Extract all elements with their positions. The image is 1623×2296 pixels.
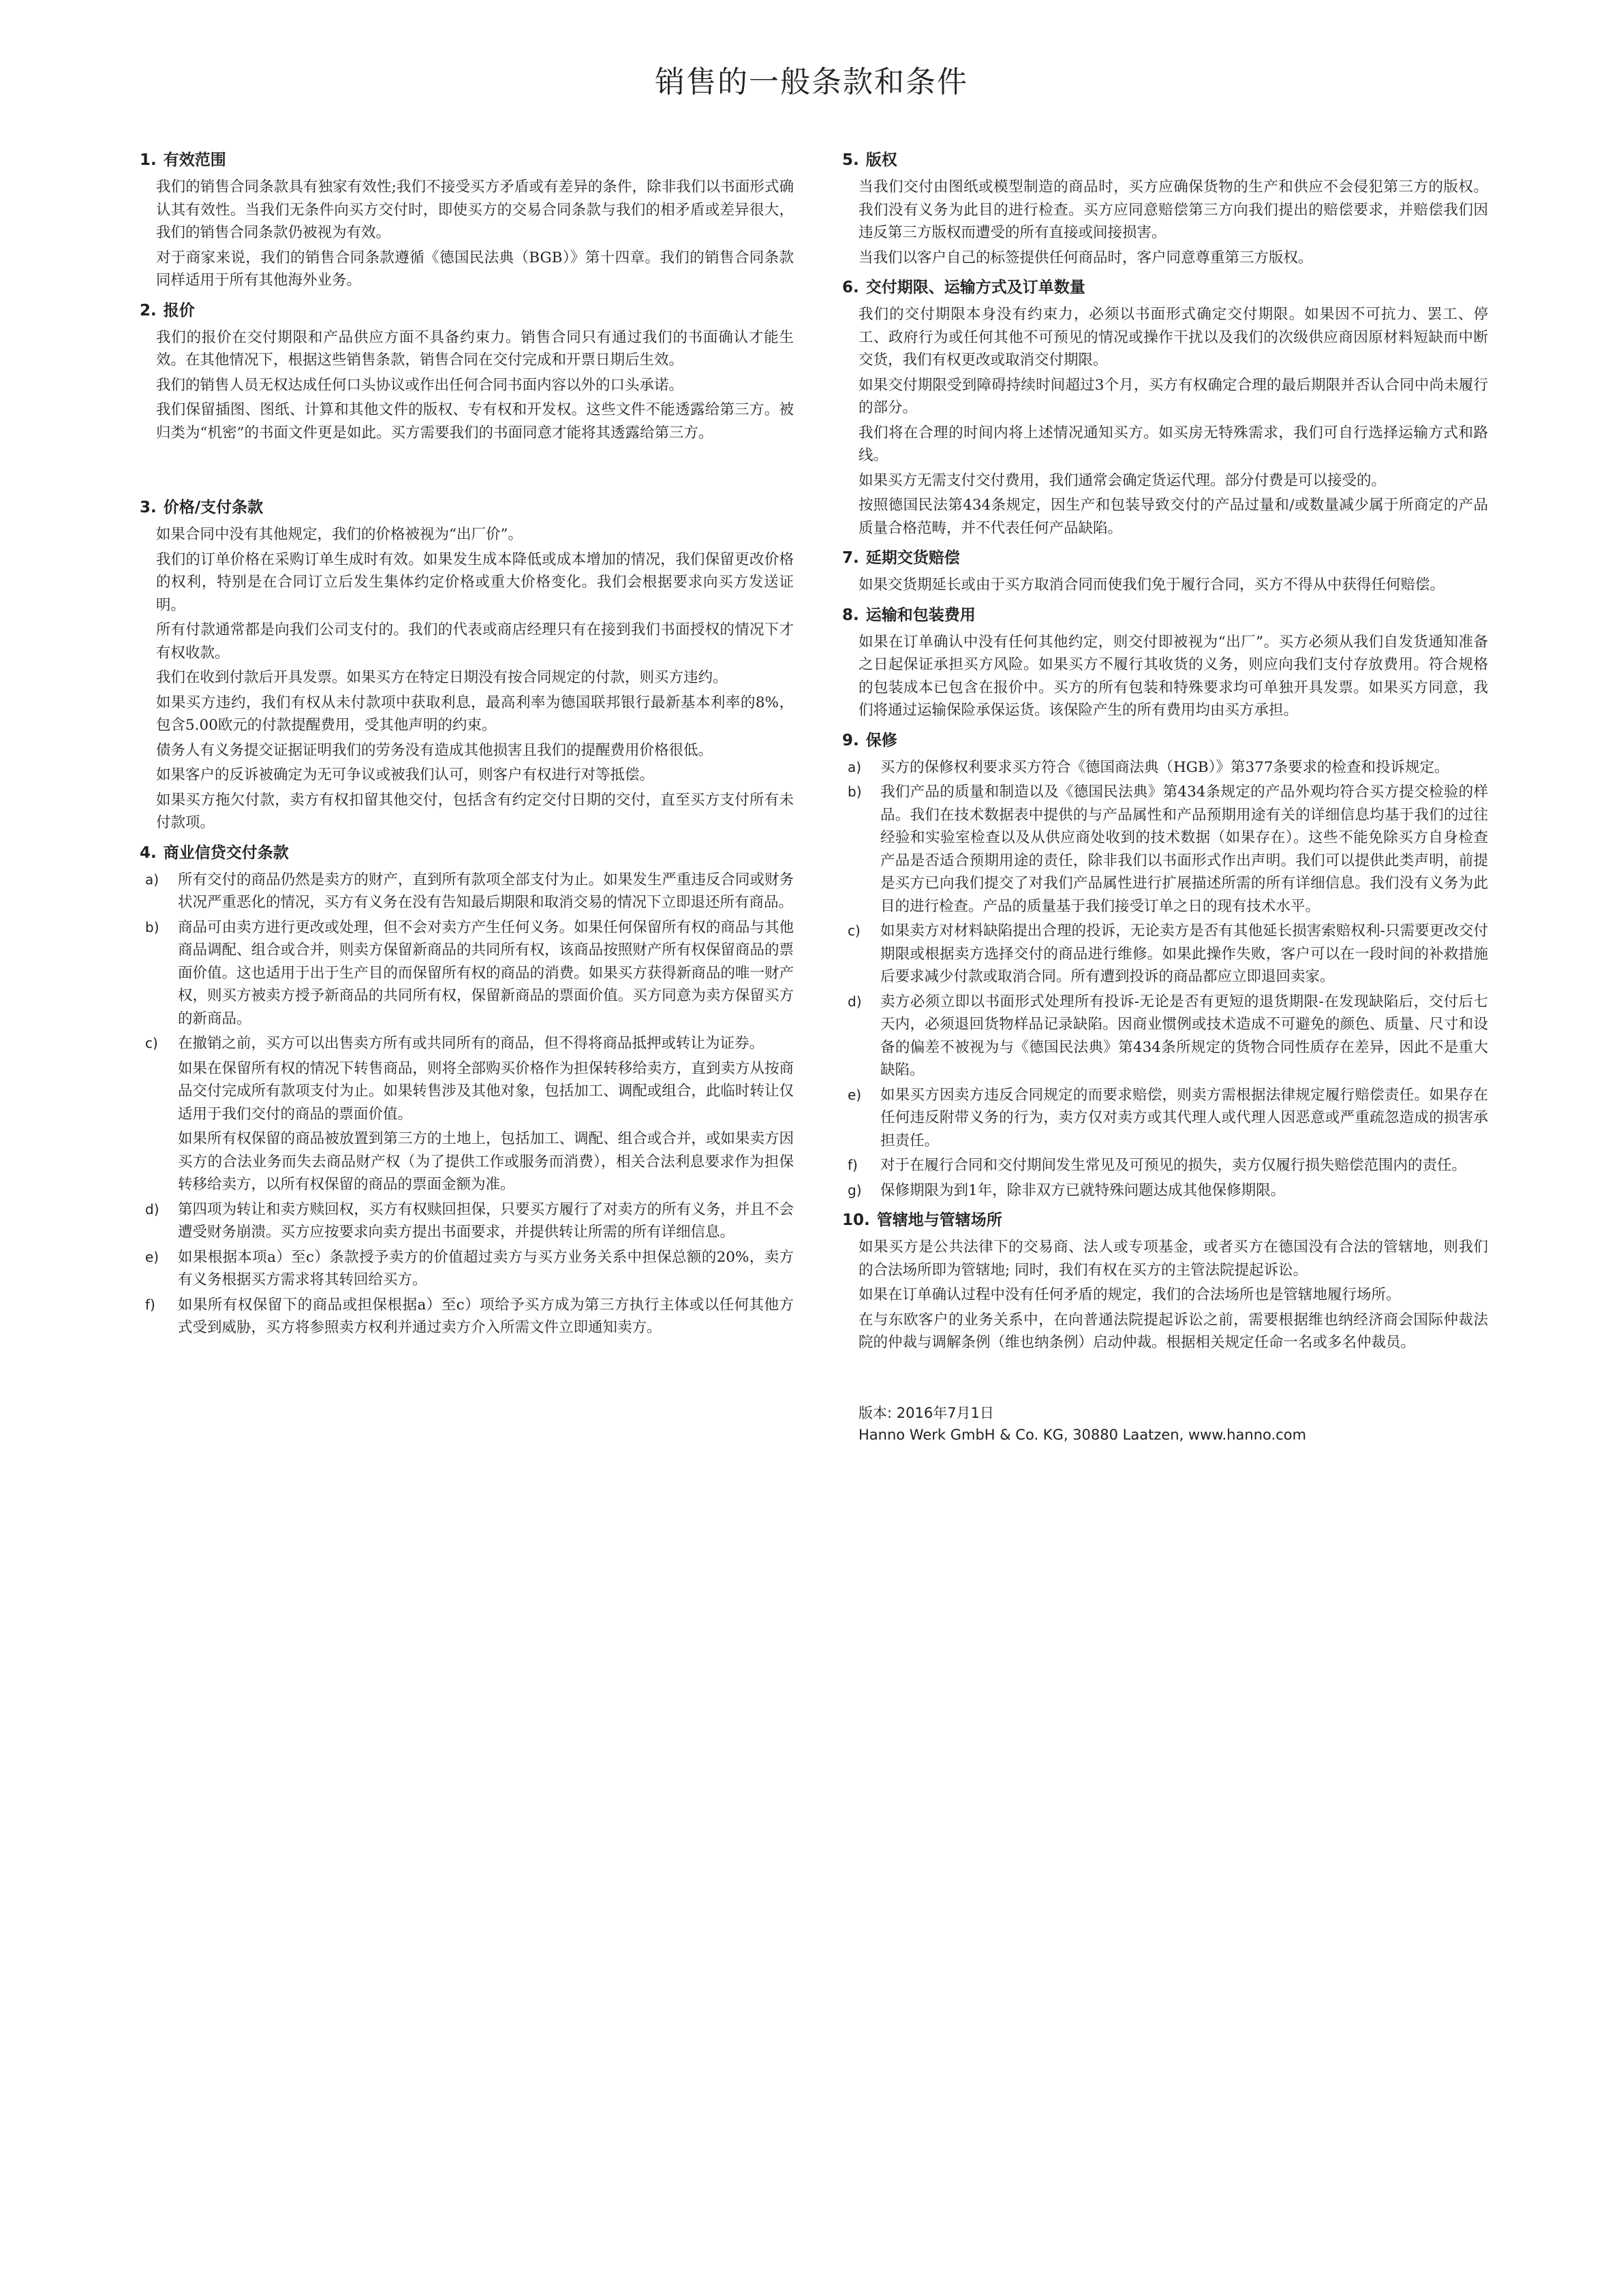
section-heading [140, 841, 794, 865]
section-number: 9. [842, 731, 859, 749]
item-marker: d) [848, 993, 862, 1010]
section-heading [842, 1209, 1488, 1232]
paragraph: 我们的订单价格在采购订单生成时有效。如果发生成本降低或成本增加的情况，我们保留更改价格的权利，特别是在合同订立后发生集体约定价格或重大价格变化。我们会根据要求向买方发送证明。 [156, 550, 794, 614]
section-number: 2. [140, 301, 157, 320]
paragraph: 债务人有义务提交证据证明我们的劳务没有造成其他损害且我们的提醒费用价格很低。 [156, 741, 713, 759]
section-title: 有效范围 [163, 151, 226, 169]
list-item [848, 1179, 1488, 1203]
paragraph: 对于在履行合同和交付期间发生常见及可预见的损失，卖方仅履行损失赔偿范围内的责任。 [880, 1157, 1467, 1174]
paragraph: 所有交付的商品仍然是卖方的财产，直到所有款项全部支付为止。如果发生严重违反合同或财务状况严重恶化的情况，买方有义务在没有告知最后期限和取消交易的情况下立即退还所有商品。 [178, 871, 794, 911]
section-number: 4. [140, 843, 157, 862]
paragraph: 我们将在合理的时间内将上述情况通知买方。如买房无特殊需求，我们可自行选择运输方式和路线。 [859, 424, 1488, 464]
paragraph: 如果买方因卖方违反合同规定的而要求赔偿，则卖方需根据法律规定履行赔偿责任。如果存在任何违反附带义务的行为，卖方仅对卖方或其代理人或代理人因恶意或严重疏忽造成的损害承担责任。 [880, 1086, 1488, 1149]
section-title: 保修 [865, 731, 897, 749]
list-item [145, 916, 794, 1031]
document-title: 销售的一般条款和条件 [655, 65, 968, 99]
paragraph: 在撤销之前，买方可以出售卖方所有或共同所有的商品，但不得将商品抵押或转让为证券。 [178, 1035, 764, 1052]
paragraph: 如果根据本项a）至c）条款授予卖方的价值超过卖方与买方业务关系中担保总额的20%，卖方有义务根据买方需求将其转回给买方。 [178, 1248, 794, 1288]
section-10-jurisdiction [842, 1209, 1488, 1354]
item-marker: b) [145, 918, 159, 935]
section-number: 1. [140, 151, 157, 169]
paragraph: 我们的销售合同条款具有独家有效性;我们不接受买方矛盾或有差异的条件，除非我们以书面形式确认其有效性。当我们无条件向买方交付时，即使买方的交易合同条款与我们的相矛盾或差异很大，我们的销售合同条款仍被视为有效。 [156, 179, 794, 241]
paragraph: 如果所有权保留的商品被放置到第三方的土地上，包括加工、调配、组合或合并，或如果卖方因买方的合法业务而失去商品财产权（为了提供工作或服务而消费），相关合法利息要求作为担保转移给卖方，以所有权保留的商品的票面金额为准。 [178, 1130, 794, 1193]
section-heading [140, 496, 794, 519]
item-marker: f) [145, 1296, 155, 1313]
paragraph: 当我们交付由图纸或模型制造的商品时，买方应确保货物的生产和供应不会侵犯第三方的版权。我们没有义务为此目的进行检查。买方应同意赔偿第三方向我们提出的赔偿要求，并赔偿我们因违反第三方版权而遭受的所有直接或间接损害。 [859, 179, 1488, 241]
section-number: 10. [842, 1211, 870, 1229]
paragraph: 如果买方无需支付交付费用，我们通常会确定货运代理。部分付费是可以接受的。 [859, 471, 1387, 489]
paragraph: 如果交货期延长或由于买方取消合同而使我们免于履行合同，买方不得从中获得任何赔偿。 [859, 576, 1445, 593]
item-marker: f) [848, 1157, 858, 1173]
item-marker: a) [848, 758, 862, 775]
paragraph: 如果买方拖欠付款，卖方有权扣留其他交付，包括含有约定交付日期的交付，直至买方支付所有未付款项。 [156, 791, 794, 831]
paragraph: 如果所有权保留下的商品或担保根据a）至c）项给予买方成为第三方执行主体或以任何其他方式受到威胁，买方将参照卖方权利并通过卖方介入所需文件立即通知卖方。 [178, 1296, 794, 1336]
paragraph: 如果合同中没有其他规定，我们的价格被视为“出厂价”。 [156, 526, 523, 543]
list-item [848, 781, 1488, 918]
section-title: 交付期限、运输方式及订单数量 [865, 279, 1085, 296]
section-1-scope [140, 149, 794, 292]
paragraph: 对于商家来说，我们的销售合同条款遵循《德国民法典（BGB）》第十四章。我们的销售合同条款同样适用于所有其他海外业务。 [156, 249, 794, 289]
item-marker: c) [145, 1035, 158, 1051]
paragraph: 当我们以客户自己的标签提供任何商品时，客户同意尊重第三方版权。 [859, 249, 1313, 266]
list-item [848, 756, 1488, 779]
section-4-commercial-credit [140, 841, 794, 1339]
section-title: 商业信贷交付条款 [163, 843, 289, 862]
section-heading [842, 729, 1488, 752]
list-item [848, 1084, 1488, 1153]
section-6-delivery [842, 276, 1488, 540]
paragraph: 所有付款通常都是向我们公司支付的。我们的代表或商店经理只有在接到我们书面授权的情况下才有权收款。 [156, 621, 794, 662]
paragraph: 卖方必须立即以书面形式处理所有投诉-无论是否有更短的退货期限-在发现缺陷后，交付后七天内，必须退回货物样品记录缺陷。因商业惯例或技术造成不可避免的颜色、质量、尺寸和设备的偏差不被视为与《德国民法典》第434条所规定的货物合同性质存在差异，因此不是重大缺陷。 [880, 993, 1488, 1079]
list-item [848, 920, 1488, 989]
right-column [842, 149, 1488, 1446]
paragraph: 如果卖方对材料缺陷提出合理的投诉，无论卖方是否有其他延长损害索赔权利-只需要更改交付期限或根据卖方选择交付的商品进行维修。如果此操作失败，客户可以在一段时间的补救措施后要求减少付款或取消合同。所有遭到投诉的商品都应立即退回卖家。 [880, 922, 1488, 985]
paragraph: 按照德国民法第434条规定，因生产和包装导致交付的产品过量和/或数量减少属于所商定的产品质量合格范畴，并不代表任何产品缺陷。 [859, 497, 1488, 537]
list-item [145, 1198, 794, 1244]
section-heading [842, 604, 1488, 627]
section-number: 3. [140, 499, 157, 516]
paragraph: 我们产品的质量和制造以及《德国民法典》第434条规定的产品外观均符合买方提交检验的样品。我们在技术数据表中提供的与产品属性和产品预期用途有关的详细信息均基于我们的过往经验和实验室检查以及从供应商处收到的技术数据（如果存在）。这些不能免除买方自身检查产品是否适合预期用途的责任，除非我们以书面形式作出声明。我们可以提供此类声明，前提是买方已向我们提交了对我们产品属性进行扩展描述所需的所有详细信息。我们没有义务为此目的进行检查。产品的质量基于我们接受订单之日的现有技术水平。 [880, 784, 1488, 915]
item-marker: e) [848, 1086, 862, 1103]
section-number: 5. [842, 151, 859, 169]
section-5-copyright [842, 149, 1488, 269]
section-title: 管辖地与管辖场所 [876, 1211, 1002, 1229]
left-column [140, 149, 794, 1341]
company-info: Hanno Werk GmbH & Co. KG, 30880 Laatzen, www.hanno.com [859, 1426, 1307, 1443]
section-number: 7. [842, 549, 859, 567]
section-9-warranty [842, 729, 1488, 1203]
section-3-price-payment [140, 496, 794, 835]
section-title: 运输和包装费用 [865, 606, 976, 624]
paragraph: 如果买方违约，我们有权从未付款项中获取利息，最高利率为德国联邦银行最新基本利率的8%，包含5.00欧元的付款提醒费用，受其他声明的约束。 [156, 694, 794, 734]
section-title: 延期交货赔偿 [865, 549, 960, 567]
section-number: 8. [842, 606, 859, 624]
item-marker: d) [145, 1200, 159, 1217]
paragraph: 我们的报价在交付期限和产品供应方面不具备约束力。销售合同只有通过我们的书面确认才能生效。在其他情况下，根据这些销售条款，销售合同在交付完成和开票日期后生效。 [156, 328, 794, 369]
list-item [848, 991, 1488, 1082]
paragraph: 如果买方是公共法律下的交易商、法人或专项基金，或者买方在德国没有合法的管辖地，则我们的合法场所即为管辖地; 同时，我们有权在买方的主管法院提起诉讼。 [859, 1239, 1488, 1279]
paragraph: 我们保留插图、图纸、计算和其他文件的版权、专有权和开发权。这些文件不能透露给第三方。被归类为“机密”的书面文件更是如此。买方需要我们的书面同意才能将其透露给第三方。 [156, 401, 794, 441]
paragraph: 保修期限为到1年，除非双方已就特殊问题达成其他保修期限。 [880, 1181, 1286, 1199]
paragraph: 我们的交付期限本身没有约束力，必须以书面形式确定交付期限。如果因不可抗力、罢工、停工、政府行为或任何其他不可预见的情况或操作干扰以及我们的次级供应商因原材料短缺而中断交货，我们有权更改或取消交付期限。 [859, 306, 1488, 369]
section-heading [140, 299, 794, 322]
item-marker: c) [848, 922, 861, 939]
section-7-delay-compensation [842, 546, 1488, 597]
list-item [145, 1032, 794, 1196]
section-title: 报价 [163, 301, 195, 320]
item-marker: b) [848, 784, 862, 800]
list-item [848, 1154, 1488, 1177]
paragraph: 如果在订单确认过程中没有任何矛盾的规定，我们的合法场所也是管辖地履行场所。 [859, 1286, 1401, 1303]
paragraph: 如果在订单确认中没有任何其他约定，则交付即被视为“出厂”。买方必须从我们自发货通知准备之日起保证承担买方风险。如果买方不履行其收货的义务，则应向我们支付存放费用。符合规格的包装成本已包含在报价中。买方的所有包装和特殊要求均可单独开具发票。如果买方同意，我们将通过运输保险承保运货。该保险产生的所有费用均由买方承担。 [859, 633, 1488, 719]
paragraph: 买方的保修权利要求买方符合《德国商法典（HGB）》第377条要求的检查和投诉规定。 [880, 758, 1449, 776]
paragraph: 如果客户的反诉被确定为无可争议或被我们认可，则客户有权进行对等抵偿。 [156, 766, 655, 784]
paragraph: 商品可由卖方进行更改或处理，但不会对卖方产生任何义务。如果任何保留所有权的商品与其他商品调配、组合或合并，则卖方保留新商品的共同所有权，该商品按照财产所有权保留商品的票面价值。这也适用于出于生产目的而保留所有权的商品的消费。如果买方获得新商品的唯一财产权，则买方被卖方授予新商品的共同所有权，保留新商品的票面价值。买方同意为卖方保留买方的新商品。 [178, 918, 794, 1027]
section-2-quotation [140, 299, 794, 445]
section-heading [842, 546, 1488, 570]
paragraph: 在与东欧客户的业务关系中，在向普通法院提起诉讼之前，需要根据维也纳经济商会国际仲裁法院的仲裁与调解条例（维也纳条例）启动仲裁。根据相关规定任命一名或多名仲裁员。 [859, 1311, 1488, 1351]
paragraph: 我们在收到付款后开具发票。如果买方在特定日期没有按合同规定的付款，则买方违约。 [156, 669, 728, 686]
paragraph: 如果在保留所有权的情况下转售商品，则将全部购买价格作为担保转移给卖方，直到卖方从按商品交付完成所有款项支付为止。如果转售涉及其他对象，包括加工、调配或组合，此临时转让仅适用于我们交付的商品的票面价值。 [178, 1059, 794, 1123]
item-marker: g) [848, 1181, 862, 1198]
item-marker: a) [145, 871, 159, 888]
section-heading [842, 149, 1488, 172]
section-title: 版权 [865, 151, 897, 169]
version-date: 版本: 2016年7月1日 [859, 1404, 994, 1421]
section-heading [842, 276, 1488, 299]
section-heading [140, 149, 794, 172]
paragraph: 第四项为转让和卖方赎回权，买方有权赎回担保，只要买方履行了对卖方的所有义务，并且不会遭受财务崩溃。买方应按要求向卖方提出书面要求，并提供转让所需的所有详细信息。 [178, 1200, 794, 1241]
section-title: 价格/支付条款 [163, 499, 264, 516]
list-item [145, 1294, 794, 1339]
paragraph: 我们的销售人员无权达成任何口头协议或作出任何合同书面内容以外的口头承诺。 [156, 376, 684, 394]
paragraph: 如果交付期限受到障碍持续时间超过3个月，买方有权确定合理的最后期限并否认合同中尚未履行的部分。 [859, 376, 1488, 416]
document-footer [859, 1402, 1488, 1446]
list-item [145, 1246, 794, 1292]
item-marker: e) [145, 1248, 159, 1265]
list-item [145, 869, 794, 914]
section-8-transport-packaging [842, 604, 1488, 722]
section-number: 6. [842, 279, 859, 296]
